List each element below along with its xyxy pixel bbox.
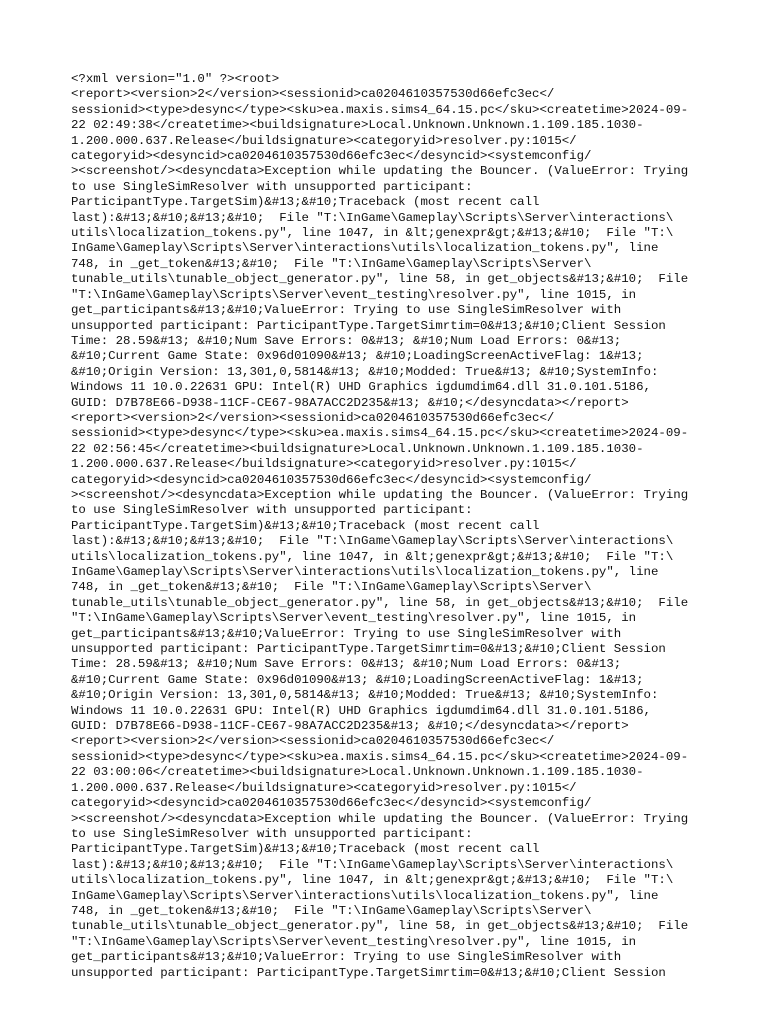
text-line: get_participants&#13;&#10;ValueError: Trying to use SingleSimResolver with [71,950,622,965]
text-line: InGame\Gameplay\Scripts\Server\interactions\utils\localization_tokens.py", line [71,888,659,903]
text-line: 22 02:49:38</createtime><buildsignature>Local.Unknown.Unknown.1.109.185.1030- [71,118,644,133]
text-line: tunable_utils\tunable_object_generator.py", line 58, in get_objects&#13;&#10; File [71,272,689,287]
text-line: &#10;Origin Version: 13,301,0,5814&#13; &#10;Modded: True&#13; &#10;SystemInfo: [71,364,659,379]
text-line: categoryid><desyncid>ca0204610357530d66efc3ec</desyncid><systemconfig/ [71,472,592,487]
text-line: Time: 28.59&#13; &#10;Num Save Errors: 0&#13; &#10;Num Load Errors: 0&#13; [71,657,622,672]
text-line: sessionid><type>desync</type><sku>ea.maxis.sims4_64.15.pc</sku><createtime>2024-09- [71,102,689,117]
text-line: sessionid><type>desync</type><sku>ea.maxis.sims4_64.15.pc</sku><createtime>2024-09- [71,749,689,764]
text-line: &#10;Current Game State: 0x96d01090&#13; &#10;LoadingScreenActiveFlag: 1&#13; [71,349,644,364]
text-line: get_participants&#13;&#10;ValueError: Trying to use SingleSimResolver with [71,626,622,641]
text-line: "T:\InGame\Gameplay\Scripts\Server\event_testing\resolver.py", line 1015, in [71,287,637,302]
text-line: 748, in _get_token&#13;&#10; File "T:\InGame\Gameplay\Scripts\Server\ [71,580,592,595]
text-line: GUID: D7B78E66-D938-11CF-CE67-98A7ACC2D235&#13; &#10;</desyncdata></report> [71,395,629,410]
text-line: InGame\Gameplay\Scripts\Server\interactions\utils\localization_tokens.py", line [71,241,659,256]
text-line: sessionid><type>desync</type><sku>ea.maxis.sims4_64.15.pc</sku><createtime>2024-09- [71,426,689,441]
text-line: <report><version>2</version><sessionid>ca0204610357530d66efc3ec</ [71,87,555,102]
text-line: Windows 11 10.0.22631 GPU: Intel(R) UHD Graphics igdumdim64.dll 31.0.101.5186, [71,380,651,395]
text-line: utils\localization_tokens.py", line 1047, in &lt;genexpr&gt;&#13;&#10; File "T:\ [71,873,674,888]
text-line: utils\localization_tokens.py", line 1047, in &lt;genexpr&gt;&#13;&#10; File "T:\ [71,226,674,241]
text-line: ParticipantType.TargetSim)&#13;&#10;Traceback (most recent call [71,195,540,210]
text-line: GUID: D7B78E66-D938-11CF-CE67-98A7ACC2D235&#13; &#10;</desyncdata></report> [71,719,629,734]
text-line: 1.200.000.637.Release</buildsignature><categoryid>resolver.py:1015</ [71,133,577,148]
text-line: 22 03:00:06</createtime><buildsignature>Local.Unknown.Unknown.1.109.185.1030- [71,765,644,780]
text-line: to use SingleSimResolver with unsupported participant: [71,179,473,194]
text-line: categoryid><desyncid>ca0204610357530d66efc3ec</desyncid><systemconfig/ [71,796,592,811]
text-line: "T:\InGame\Gameplay\Scripts\Server\event_testing\resolver.py", line 1015, in [71,611,637,626]
text-line: to use SingleSimResolver with unsupported participant: [71,826,473,841]
text-line: ParticipantType.TargetSim)&#13;&#10;Traceback (most recent call [71,842,540,857]
text-line: <?xml version="1.0" ?><root> [71,72,280,86]
text-line: Time: 28.59&#13; &#10;Num Save Errors: 0&#13; &#10;Num Load Errors: 0&#13; [71,333,622,348]
text-line: 1.200.000.637.Release</buildsignature><categoryid>resolver.py:1015</ [71,457,577,472]
text-line: Windows 11 10.0.22631 GPU: Intel(R) UHD Graphics igdumdim64.dll 31.0.101.5186, [71,703,651,718]
text-line: 22 02:56:45</createtime><buildsignature>Local.Unknown.Unknown.1.109.185.1030- [71,441,644,456]
text-line: last):&#13;&#10;&#13;&#10; File "T:\InGame\Gameplay\Scripts\Server\interactions\ [71,857,674,872]
text-line: tunable_utils\tunable_object_generator.py", line 58, in get_objects&#13;&#10; File [71,919,689,934]
text-line: ><screenshot/><desyncdata>Exception while updating the Bouncer. (ValueError: Trying [71,164,689,179]
text-line: utils\localization_tokens.py", line 1047, in &lt;genexpr&gt;&#13;&#10; File "T:\ [71,549,674,564]
text-line: 1.200.000.637.Release</buildsignature><categoryid>resolver.py:1015</ [71,780,577,795]
text-line: to use SingleSimResolver with unsupported participant: [71,503,473,518]
text-line: ><screenshot/><desyncdata>Exception while updating the Bouncer. (ValueError: Trying [71,811,689,826]
text-line: "T:\InGame\Gameplay\Scripts\Server\event_testing\resolver.py", line 1015, in [71,934,637,949]
text-line: last):&#13;&#10;&#13;&#10; File "T:\InGame\Gameplay\Scripts\Server\interactions\ [71,534,674,549]
text-line: unsupported participant: ParticipantType.TargetSimrtim=0&#13;&#10;Client Session [71,642,666,657]
text-line: ParticipantType.TargetSim)&#13;&#10;Traceback (most recent call [71,518,540,533]
text-line: unsupported participant: ParticipantType.TargetSimrtim=0&#13;&#10;Client Session [71,965,666,980]
text-line: 748, in _get_token&#13;&#10; File "T:\InGame\Gameplay\Scripts\Server\ [71,903,592,918]
text-line: <report><version>2</version><sessionid>ca0204610357530d66efc3ec</ [71,734,555,749]
text-line: &#10;Current Game State: 0x96d01090&#13; &#10;LoadingScreenActiveFlag: 1&#13; [71,672,644,687]
text-line: tunable_utils\tunable_object_generator.py", line 58, in get_objects&#13;&#10; File [71,595,689,610]
text-line: ><screenshot/><desyncdata>Exception while updating the Bouncer. (ValueError: Trying [71,487,689,502]
text-line: 748, in _get_token&#13;&#10; File "T:\InGame\Gameplay\Scripts\Server\ [71,256,592,271]
text-line: <report><version>2</version><sessionid>ca0204610357530d66efc3ec</ [71,410,555,425]
text-line: last):&#13;&#10;&#13;&#10; File "T:\InGame\Gameplay\Scripts\Server\interactions\ [71,210,674,225]
text-line: categoryid><desyncid>ca0204610357530d66efc3ec</desyncid><systemconfig/ [71,149,592,164]
text-line: unsupported participant: ParticipantType.TargetSimrtim=0&#13;&#10;Client Session [71,318,666,333]
text-line: &#10;Origin Version: 13,301,0,5814&#13; &#10;Modded: True&#13; &#10;SystemInfo: [71,688,659,703]
text-line: InGame\Gameplay\Scripts\Server\interactions\utils\localization_tokens.py", line [71,565,659,579]
document-page [71,72,701,981]
text-line: get_participants&#13;&#10;ValueError: Trying to use SingleSimResolver with [71,303,622,318]
